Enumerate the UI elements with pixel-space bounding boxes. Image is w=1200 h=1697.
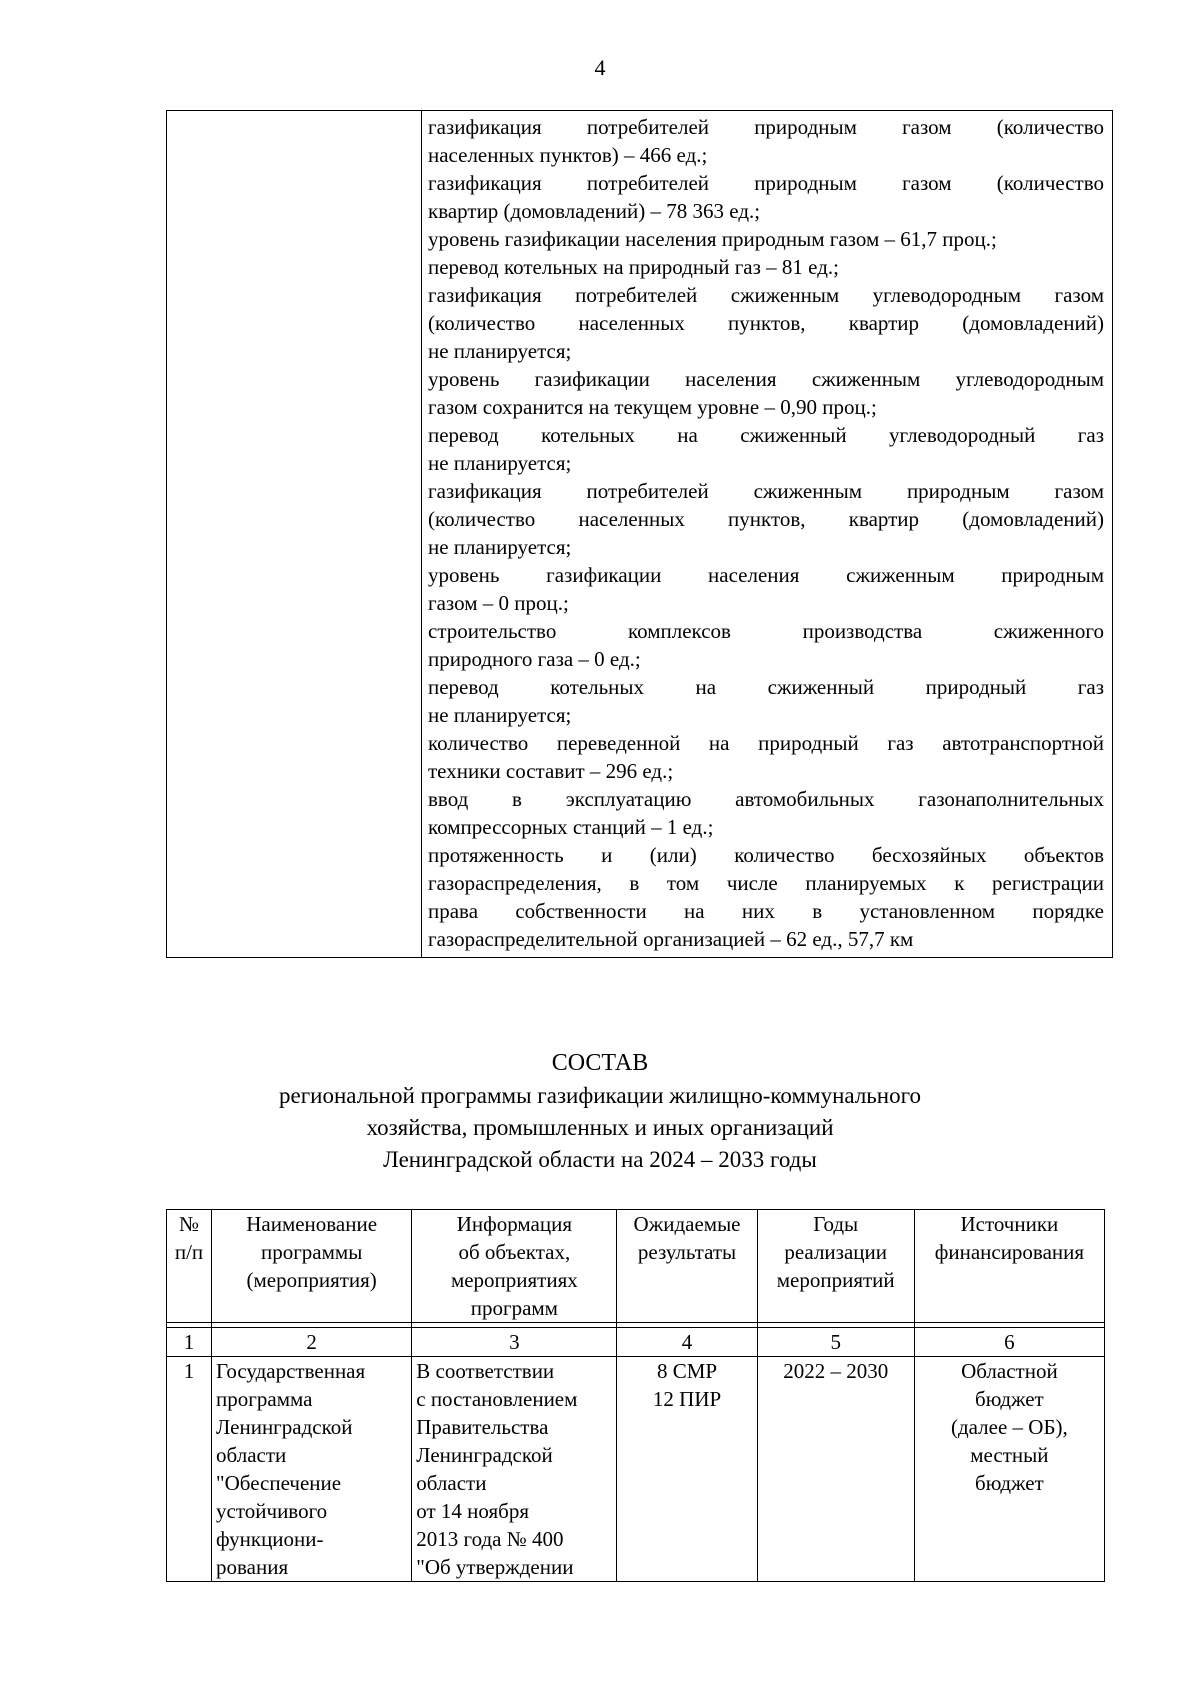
indicator-line: газом – 0 проц.;: [428, 591, 569, 615]
header-results: Ожидаемые результаты: [617, 1210, 757, 1323]
indicator-line: газом сохранится на текущем уровне – 0,90 проц.;: [428, 395, 877, 419]
sources-cell: Областной бюджет (далее – ОБ), местный бюджет: [914, 1357, 1104, 1582]
indicator-line: права собственности на них в установленном порядке: [428, 899, 1104, 923]
column-number: 1: [167, 1328, 212, 1357]
indicator-line: квартир (домовладений) – 78 363 ед.;: [428, 199, 761, 223]
header-sources: Источники финансирования: [914, 1210, 1104, 1323]
indicator-line: газификация потребителей сжиженным природным газом: [428, 479, 1104, 503]
indicator-line: газораспределительной организацией – 62 ед., 57,7 км: [428, 927, 914, 951]
column-number: 5: [757, 1328, 914, 1357]
section-heading: [0, 1046, 1200, 1176]
indicator-line: строительство комплексов производства сжиженного: [428, 619, 1104, 643]
results-cell: 8 СМР 12 ПИР: [617, 1357, 757, 1582]
years-cell: 2022 – 2030: [757, 1357, 914, 1582]
indicators-empty-cell: [167, 111, 422, 958]
column-number-row: [167, 1328, 1105, 1357]
indicator-line: не планируется;: [428, 451, 572, 475]
heading-line: региональной программы газификации жилищно-коммунального: [279, 1083, 921, 1108]
indicators-table: [166, 110, 1113, 958]
heading-line: Ленинградской области на 2024 – 2033 годы: [383, 1147, 817, 1172]
indicator-line: компрессорных станций – 1 ед.;: [428, 815, 714, 839]
indicator-line: не планируется;: [428, 535, 572, 559]
indicator-line: населенных пунктов) – 466 ед.;: [428, 143, 708, 167]
indicator-line: перевод котельных на сжиженный углеводородный газ: [428, 423, 1104, 447]
indicator-line: перевод котельных на природный газ – 81 ед.;: [428, 255, 839, 279]
column-number: 2: [212, 1328, 412, 1357]
table-row: [167, 1357, 1105, 1582]
row-number: 1: [167, 1357, 212, 1582]
column-number: 4: [617, 1328, 757, 1357]
indicator-line: природного газа – 0 ед.;: [428, 647, 641, 671]
indicator-line: техники составит – 296 ед.;: [428, 759, 674, 783]
indicator-line: (количество населенных пунктов, квартир (домовладений): [428, 507, 1104, 531]
indicator-line: не планируется;: [428, 703, 572, 727]
indicator-line: уровень газификации населения природным газом – 61,7 проц.;: [428, 227, 997, 251]
header-number: № п/п: [167, 1210, 212, 1323]
column-number: 6: [914, 1328, 1104, 1357]
table-header-row: [167, 1210, 1105, 1323]
header-years: Годы реализации мероприятий: [757, 1210, 914, 1323]
indicator-line: количество переведенной на природный газ автотранспортной: [428, 731, 1104, 755]
indicators-cell: [422, 111, 1113, 958]
column-number: 3: [412, 1328, 617, 1357]
indicator-line: уровень газификации населения сжиженным углеводородным: [428, 367, 1104, 391]
heading-title: СОСТАВ: [551, 1050, 649, 1076]
indicator-line: газификация потребителей природным газом (количество: [428, 115, 1104, 139]
heading-line: хозяйства, промышленных и иных организаций: [366, 1115, 834, 1140]
indicator-line: перевод котельных на сжиженный природный газ: [428, 675, 1104, 699]
program-info-cell: В соответствии с постановлением Правительства Ленинградской области от 14 ноября 2013 года № 400 "Об утверждении: [412, 1357, 617, 1582]
indicator-line: уровень газификации населения сжиженным природным: [428, 563, 1104, 587]
page-number: 4: [594, 55, 606, 80]
indicator-line: газификация потребителей природным газом (количество: [428, 171, 1104, 195]
program-table: [166, 1209, 1105, 1582]
indicator-line: (количество населенных пунктов, квартир (домовладений): [428, 311, 1104, 335]
indicator-line: газификация потребителей сжиженным углеводородным газом: [428, 283, 1104, 307]
header-info: Информация об объектах, мероприятиях программ: [412, 1210, 617, 1323]
indicator-line: ввод в эксплуатацию автомобильных газонаполнительных: [428, 787, 1104, 811]
header-name: Наименование программы (мероприятия): [212, 1210, 412, 1323]
indicator-line: не планируется;: [428, 339, 572, 363]
program-name-cell: Государственная программа Ленинградской области "Обеспечение устойчивого функциони- рования: [212, 1357, 412, 1582]
indicator-line: протяженность и (или) количество бесхозяйных объектов: [428, 843, 1104, 867]
indicator-line: газораспределения, в том числе планируемых к регистрации: [428, 871, 1104, 895]
